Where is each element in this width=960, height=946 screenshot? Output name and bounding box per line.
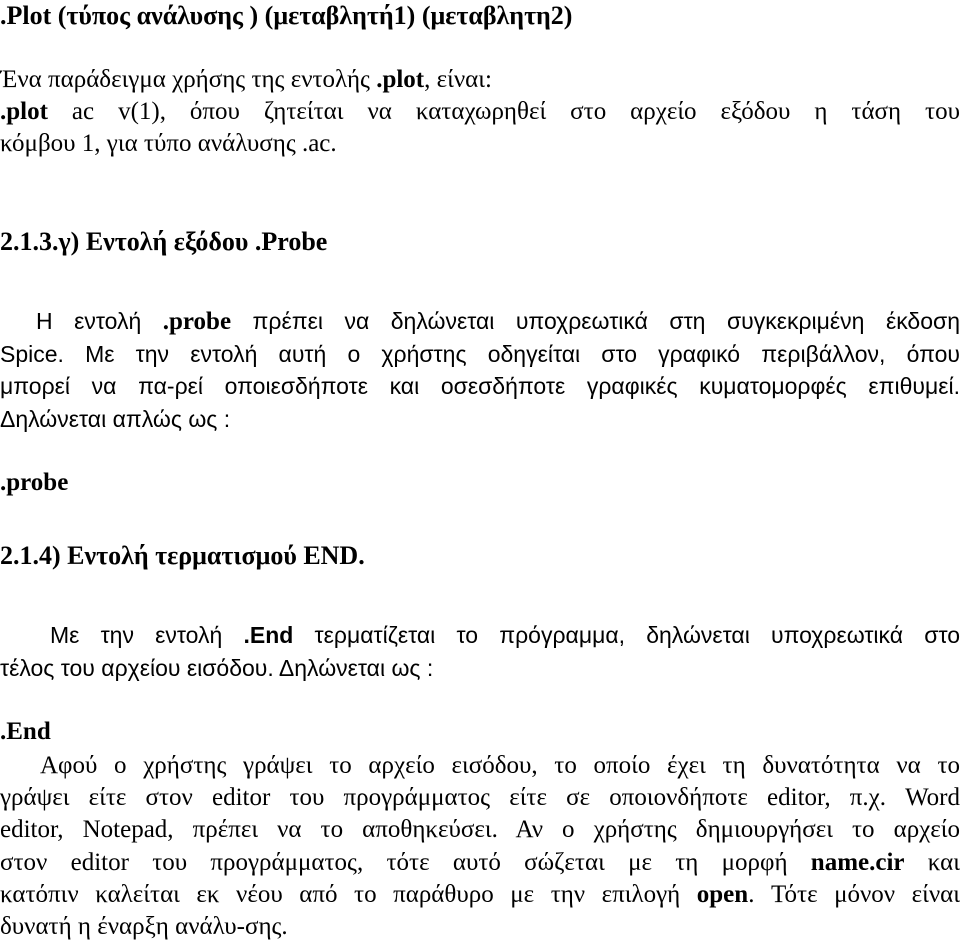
probe-code: .probe <box>0 469 69 496</box>
save-para-line4 <box>0 847 960 879</box>
save-para-line3: editor, Notepad, πρέπει να το αποθηκεύσει. Αν ο χρήστης δημιουργήσει το αρχείο <box>0 816 960 843</box>
save-para-line6: δυνατή η έναρξη ανάλυ-σης. <box>0 913 288 940</box>
plot-heading: .Plot (τύπος ανάλυσης ) (μεταβλητή1) (μεταβλητη2) <box>0 1 573 30</box>
plot-example-line1 <box>0 96 960 128</box>
save-para-line5 <box>0 879 960 911</box>
probe-para-text: πρέπει να δηλώνεται υποχρεωτικά στη συγκεκριμένη έκδοση <box>231 308 960 334</box>
save-para-line2: γράψει είτε στον editor του προγράμματος είτε σε οποιονδήποτε editor, π.χ. Word <box>0 784 960 811</box>
end-para-pre: Με την εντολή <box>50 622 244 648</box>
plot-intro-tail: , είναι: <box>424 66 492 93</box>
save-para-line5-post: . Τότε μόνον είναι <box>748 881 960 908</box>
plot-example-line2: κόμβου 1, για τύπο ανάλυσης .ac. <box>0 130 337 157</box>
probe-para-line1 <box>0 305 960 338</box>
probe-heading: 2.1.3.γ) Εντολή εξόδου .Probe <box>0 227 328 256</box>
end-para-line2: τέλος του αρχείου εισόδου. Δηλώνεται ως : <box>0 655 434 681</box>
probe-para-line4: Δηλώνεται απλώς ως : <box>0 406 231 432</box>
plot-intro-text: Ένα παράδειγμα χρήσης της εντολής <box>0 66 377 93</box>
end-para-text: τερματίζεται το πρόγραμμα, δηλώνεται υποχρεωτικά στο <box>293 622 960 648</box>
probe-para-line2: Spice. Με την εντολή αυτή ο χρήστης οδηγείται στο γραφικό περιβάλλον, όπου <box>0 341 960 367</box>
file-name-cir: name.cir <box>810 849 905 876</box>
plot-example-cmd: .plot <box>0 98 48 125</box>
save-para-line5-pre: κατόπιν καλείται εκ νέου από το παράθυρο με την επιλογή <box>0 881 697 908</box>
save-para-line4-pre: στον editor του προγράμματος, τότε αυτό σώζεται με τη μορφή <box>0 849 811 876</box>
end-para-line1 <box>0 619 960 651</box>
save-para-line4-post: και <box>904 849 960 876</box>
save-para-line1: Αφού ο χρήστης γράψει το αρχείο εισόδου, το οποίο έχει τη δυνατότητα να το <box>40 752 960 779</box>
plot-example-text: ac v(1), όπου ζητείται να καταχωρηθεί στο αρχείο εξόδου η τάση του <box>47 98 960 125</box>
open-option: open <box>696 881 749 908</box>
end-heading: 2.1.4) Εντολή τερματισμού END. <box>0 541 365 570</box>
end-para-cmd: .End <box>243 622 294 648</box>
probe-para-pre: Η εντολή <box>36 308 163 334</box>
plot-intro-cmd: .plot <box>376 66 425 93</box>
probe-para-cmd: .probe <box>162 308 232 335</box>
plot-intro <box>0 64 960 96</box>
end-code: .End <box>0 718 51 745</box>
probe-para-line3: μπορεί να πα-ρεί οποιεσδήποτε και οσεσδήποτε γραφικές κυματομορφές επιθυμεί. <box>0 373 960 399</box>
